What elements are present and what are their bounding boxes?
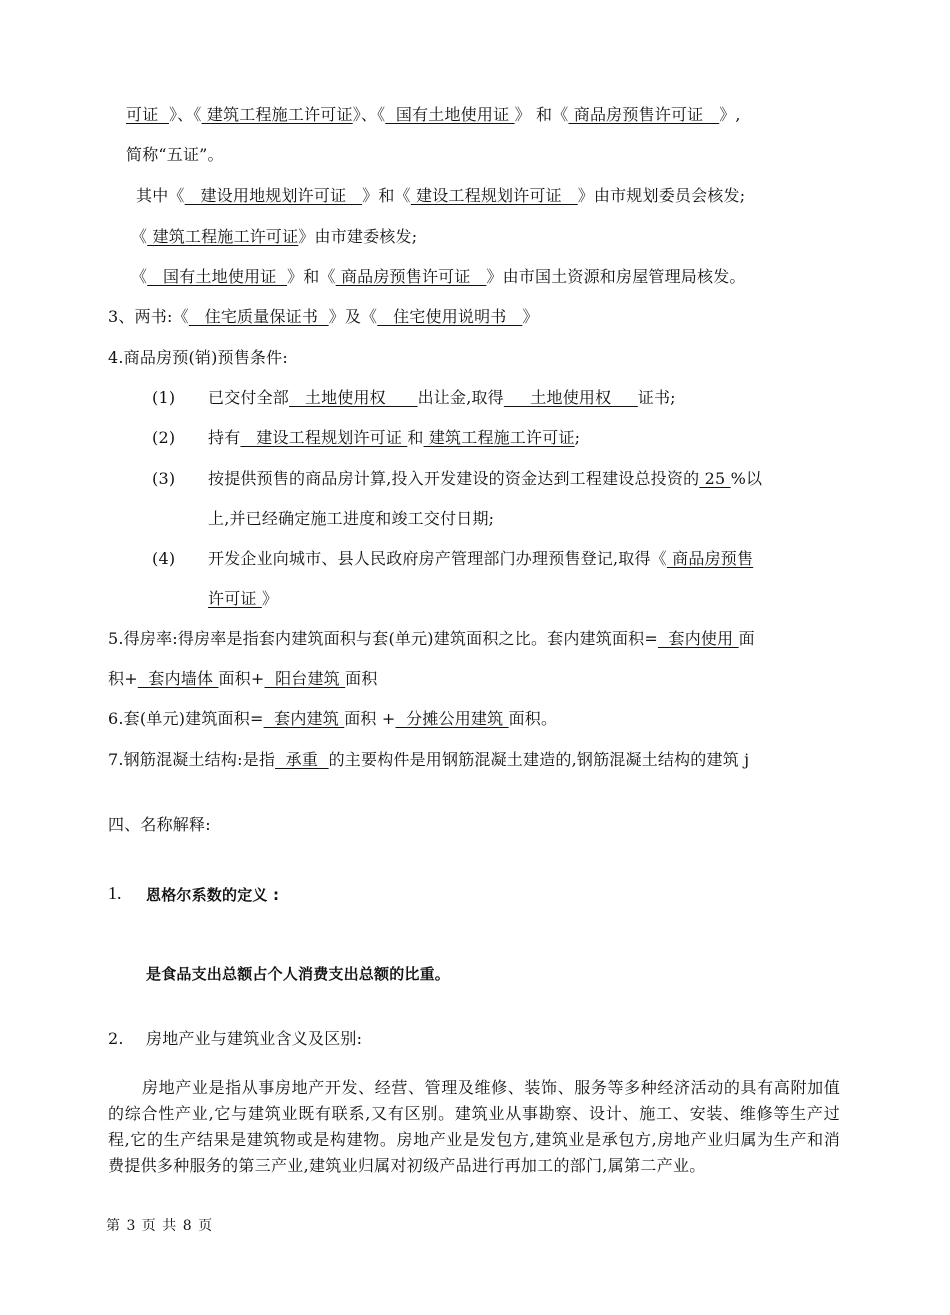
blank-answer: 套内建筑: [263, 709, 345, 728]
text: 3、两书:《: [108, 307, 189, 326]
blank-answer: 建筑工程施工许可证: [423, 428, 575, 447]
blank-answer: 商品房预售许可证: [335, 267, 487, 286]
line-efficiency-rate: [108, 629, 755, 649]
text: 上,并已经确定施工进度和竣工交付日期;: [208, 509, 495, 528]
text: 》和《: [287, 267, 336, 286]
blank-answer: 国有土地使用证: [385, 105, 515, 124]
text: 7.钢筋混凝土结构:是指: [108, 750, 276, 769]
text: 面积: [345, 669, 378, 688]
text: 的主要构件是用钢筋混凝土建造的,钢筋混凝土结构的建筑 j: [328, 750, 750, 769]
condition-3-text: [208, 469, 762, 489]
blank-answer: 建设工程规划许可证: [410, 186, 578, 205]
condition-3-text-cont: [208, 509, 494, 529]
section-title: 四、名称解释:: [108, 815, 211, 834]
text: %以: [730, 469, 763, 488]
condition-4-text-cont: [208, 589, 278, 609]
text: 面积。: [508, 709, 558, 728]
line-five-certificates-cont: [126, 105, 741, 125]
page-footer: 第 3 页 共 8 页: [106, 1218, 214, 1234]
text: 》和《: [362, 186, 411, 205]
blank-answer: 建筑工程施工许可证: [201, 105, 353, 124]
text: 出让金,取得: [417, 388, 504, 407]
line-five-certificates-abbr: [126, 145, 224, 165]
text: 4.商品房预(销)预售条件:: [108, 348, 288, 367]
text: 按提供预售的商品房计算,投入开发建设的资金达到工程建设总投资的: [208, 469, 700, 488]
question-2-answer: 房地产业是指从事房地产开发、经营、管理及维修、装饰、服务等多种经济活动的具有高附加值的综合性产业,它与建筑业既有联系,又有区别。建筑业从事勘察、设计、施工、安装、维修等生产过程,它的生产结果是建筑物或是构建物。房地产业是发包方,建筑业是承包方,房地产业归属为生产和消费提供多种服务的第三产业,建筑业归属对初级产品进行再加工的部门,属第二产业。: [108, 1078, 840, 1175]
blank-answer: 分摊公用建筑: [395, 709, 509, 728]
text: 5.得房率:得房率是指套内建筑面积与套(单元)建筑面积之比。套内建筑面积=: [108, 629, 658, 648]
text: 《: [131, 227, 148, 246]
blank-answer: 商品房预售: [666, 549, 754, 568]
text: 》、《: [352, 105, 386, 124]
line-two-books: [108, 307, 539, 327]
section-heading: [108, 815, 211, 835]
text: 6.套(单元)建筑面积=: [108, 709, 264, 728]
text: 开发企业向城市、县人民政府房产管理部门办理预售登记,取得《: [208, 549, 667, 568]
blank-answer: 住宅质量保证书: [188, 307, 329, 326]
line-rc-structure: [108, 750, 749, 770]
condition-3: [152, 469, 175, 489]
question-2-title: 房地产业与建筑业含义及区别:: [146, 1029, 363, 1048]
line-presale-conditions: [108, 348, 288, 368]
text: 》由市建委核发;: [298, 227, 418, 246]
text: 》由市国土资源和房屋管理局核发。: [486, 267, 746, 286]
line-construction-committee: [131, 227, 417, 247]
blank-answer: 套内使用: [657, 629, 739, 648]
text: 面: [738, 629, 755, 648]
text: 其中《: [136, 186, 185, 205]
text: 持有: [208, 428, 241, 447]
text: 和: [407, 428, 424, 447]
text: 证书;: [637, 388, 676, 407]
item-number: (4): [152, 549, 176, 568]
condition-2: [152, 428, 175, 448]
item-number: (2): [152, 428, 176, 447]
text: ;: [574, 428, 581, 447]
text: 》、《: [168, 105, 202, 124]
condition-1: [152, 388, 175, 408]
line-unit-area: [108, 709, 557, 729]
text: 》,: [719, 105, 741, 124]
blank-answer: 商品房预售许可证: [568, 105, 720, 124]
blank-answer: 阳台建筑: [264, 669, 346, 688]
condition-2-text: [208, 428, 580, 448]
text: 面积 +: [344, 709, 396, 728]
text: 《: [131, 267, 148, 286]
blank-answer: 住宅使用说明书: [377, 307, 523, 326]
blank-answer: 承重: [275, 750, 329, 769]
text: 已交付全部: [208, 388, 290, 407]
item-number: (3): [152, 469, 176, 488]
blank-answer: 许可证: [208, 589, 262, 608]
text: 》: [522, 307, 539, 326]
question-2-number: 2.: [108, 1029, 124, 1048]
item-number: (1): [152, 388, 176, 407]
text: 》: [261, 589, 279, 608]
question-1-title: 恩格尔系数的定义 :: [146, 886, 280, 904]
blank-answer: 套内墙体: [137, 669, 219, 688]
blank-answer: 土地使用权: [289, 388, 418, 407]
blank-answer: 建筑工程施工许可证: [147, 227, 299, 246]
blank-answer: 土地使用权: [503, 388, 638, 407]
condition-1-text: [208, 388, 676, 408]
question-1-answer: 是食品支出总额占个人消费支出总额的比重。: [146, 965, 451, 983]
text: 》由市规划委员会核发;: [577, 186, 746, 205]
text: 简称“五证”。: [126, 145, 224, 164]
text: 面积+: [218, 669, 265, 688]
text: 》及《: [328, 307, 378, 326]
blank-answer: 可证: [126, 105, 169, 124]
condition-4-text: [208, 549, 753, 569]
condition-4: [152, 549, 175, 569]
text: 》 和《: [514, 105, 569, 124]
line-planning-committee: [136, 186, 745, 206]
blank-answer: 国有土地使用证: [147, 267, 288, 286]
question-1-number: 1.: [108, 883, 122, 903]
text: 积+: [108, 669, 138, 688]
blank-answer: 25: [699, 469, 731, 488]
line-efficiency-rate-cont: [108, 669, 378, 689]
blank-answer: 建设工程规划许可证: [240, 428, 408, 447]
blank-answer: 建设用地规划许可证: [184, 186, 363, 205]
line-land-bureau: [131, 267, 746, 287]
